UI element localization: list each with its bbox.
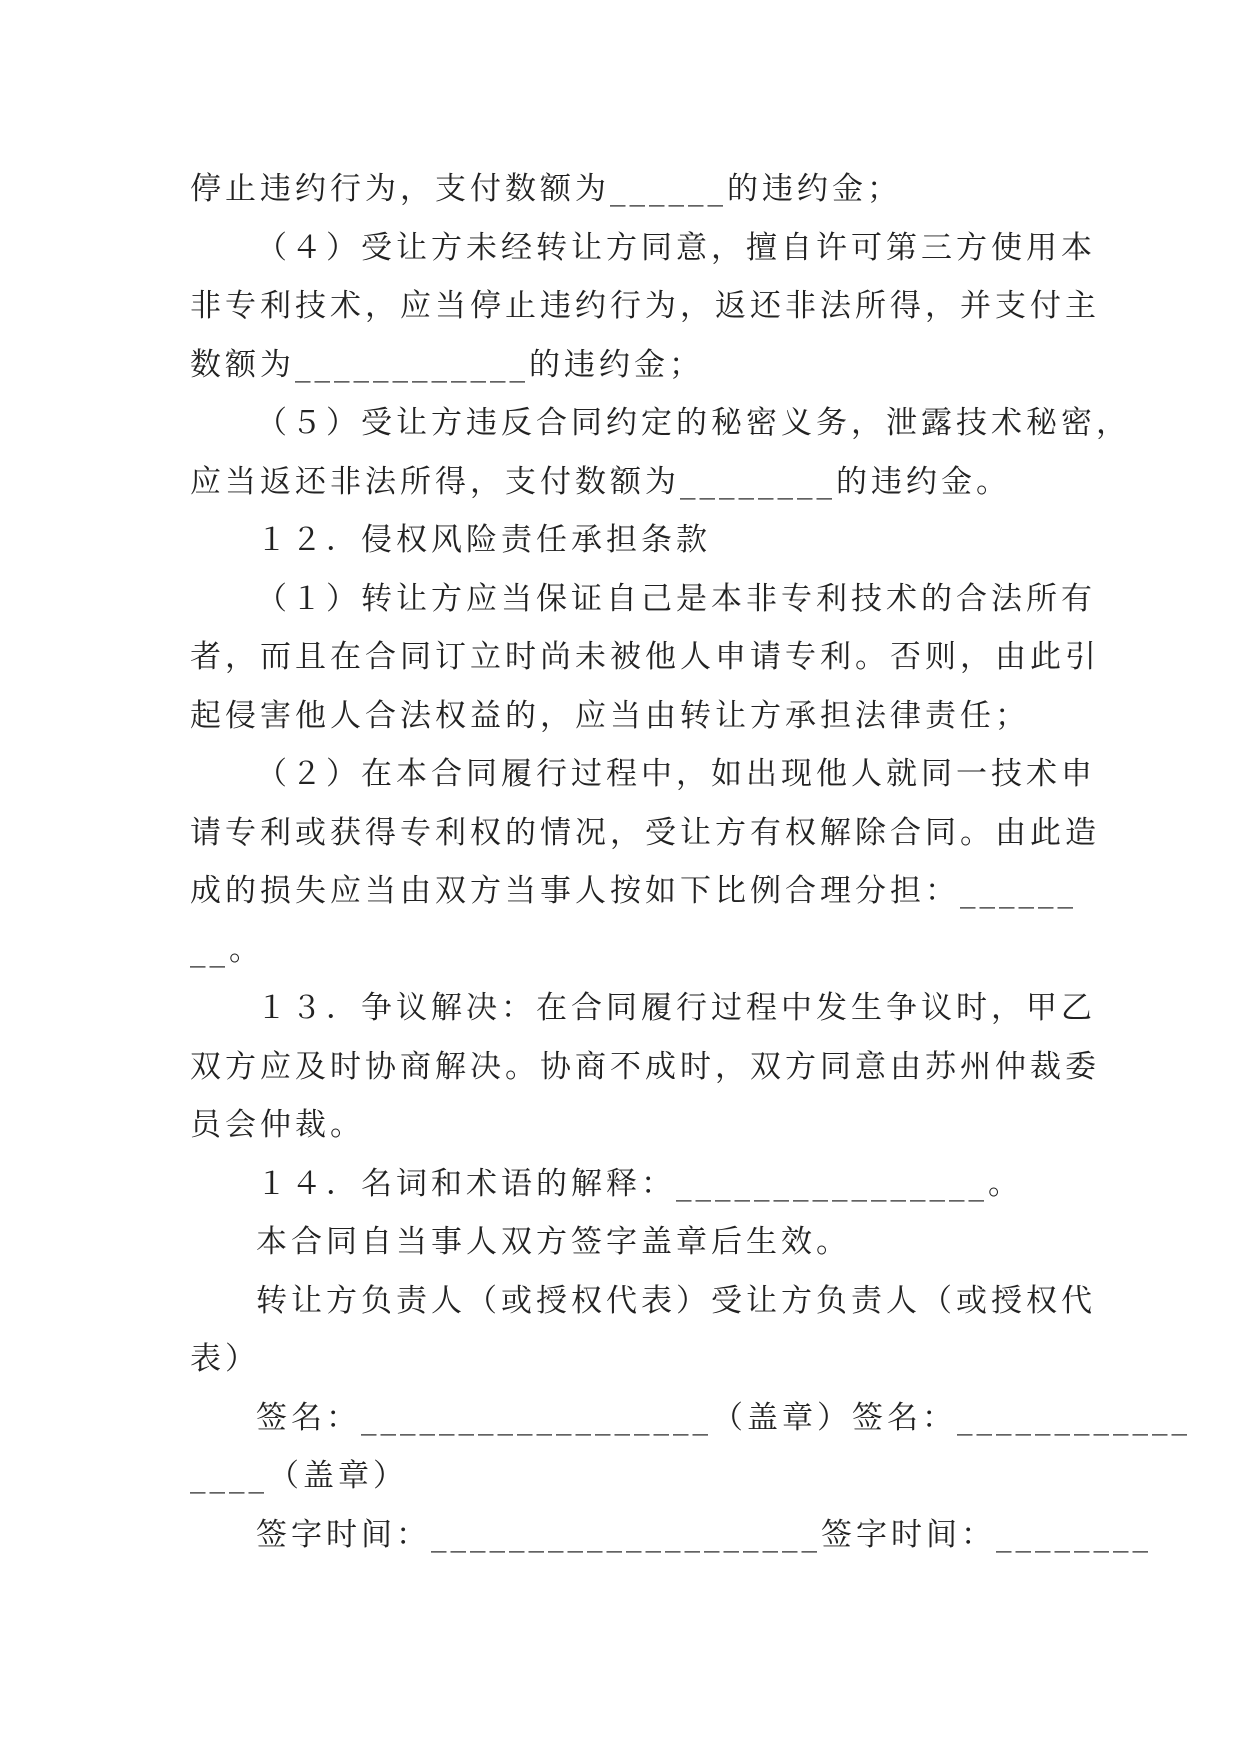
text-line: 起侵害他人合法权益的，应当由转让方承担法律责任； bbox=[190, 697, 1030, 734]
text-line: 本合同自当事人双方签字盖章后生效。 bbox=[256, 1224, 851, 1260]
text-line: __。 bbox=[190, 931, 264, 968]
text-line: 请专利或获得专利权的情况，受让方有权解除合同。由此造 bbox=[190, 814, 1100, 851]
text-line: （１）转让方应当保证自己是本非专利技术的合法所有 bbox=[256, 580, 1096, 617]
document-page bbox=[190, 160, 1191, 1564]
text-line: １４．名词和术语的解释：________________。 bbox=[256, 1165, 1023, 1202]
text-line: （４）受让方未经转让方同意，擅自许可第三方使用本 bbox=[256, 229, 1096, 266]
text-line: 员会仲裁。 bbox=[190, 1107, 365, 1143]
signature-line: ____（盖章） bbox=[190, 1458, 408, 1494]
text-line: 非专利技术，应当停止违约行为，返还非法所得，并支付主 bbox=[190, 288, 1100, 324]
text-line: 成的损失应当由双方当事人按如下比例合理分担：______ bbox=[190, 873, 1077, 909]
text-line: 数额为____________的违约金； bbox=[190, 346, 704, 383]
text-line: １３．争议解决：在合同履行过程中发生争议时，甲乙 bbox=[256, 990, 1096, 1026]
section-heading: １２．侵权风险责任承担条款 bbox=[256, 522, 711, 558]
text-line: 应当返还非法所得，支付数额为________的违约金。 bbox=[190, 463, 1011, 500]
text-line: 者，而且在合同订立时尚未被他人申请专利。否则，由此引 bbox=[190, 639, 1100, 675]
signature-date-line: 签字时间：____________________签字时间：________ bbox=[256, 1516, 1152, 1553]
text-line: （２）在本合同履行过程中，如出现他人就同一技术申 bbox=[256, 756, 1096, 792]
signature-line: 签名：__________________（盖章）签名：____________ bbox=[256, 1399, 1191, 1436]
text-line: （５）受让方违反合同约定的秘密义务，泄露技术秘密， bbox=[256, 405, 1131, 441]
text-line: 停止违约行为，支付数额为______的违约金； bbox=[190, 171, 902, 207]
signature-heading: 转让方负责人（或授权代表）受让方负责人（或授权代 bbox=[256, 1282, 1096, 1319]
signature-heading: 表） bbox=[190, 1341, 260, 1377]
text-line: 双方应及时协商解决。协商不成时，双方同意由苏州仲裁委 bbox=[190, 1048, 1100, 1085]
